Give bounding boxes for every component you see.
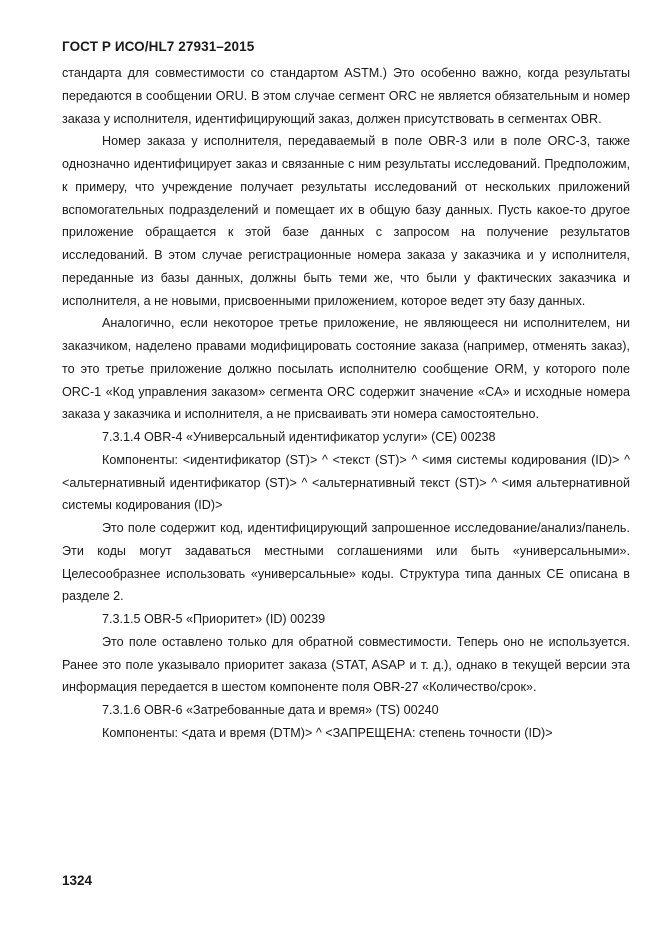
document-header: ГОСТ Р ИСО/HL7 27931–2015	[62, 39, 255, 54]
paragraph-third-application: Аналогично, если некоторое третье приложение, не являющееся ни исполнителем, ни заказчиком, наделено правами модифицировать состояние заказа (например, отменять заказ), то это третье приложение должно посылать исполнителю сообщение ORM, у которого поле ORC-1 «Код управления заказом» сегмента ORC содержит значение «CA» и исходные номера заказа у заказчика и исполнителя, а не присваивать эти номера самостоятельно.	[62, 316, 630, 422]
document-body	[62, 62, 630, 745]
section-heading-obr-4: 7.3.1.4 OBR-4 «Универсальный идентификатор услуги» (CE) 00238	[102, 430, 496, 444]
section-heading-obr-6: 7.3.1.6 OBR-6 «Затребованные дата и время» (TS) 00240	[102, 703, 439, 717]
page-number: 1324	[62, 873, 93, 888]
paragraph-continuation: стандарта для совместимости со стандартом ASTM.) Это особенно важно, когда результаты передаются в сообщении ORU. В этом случае сегмент ORC не является обязательным и номер заказа у исполнителя, идентифицирующий заказ, должен присутствовать в сегментах OBR.	[62, 66, 630, 126]
paragraph-order-number: Номер заказа у исполнителя, передаваемый в поле OBR-3 или в поле ORC-3, также однозначно идентифицирует заказ и связанные с ним результаты исследований. Предположим, к примеру, что учреждение получает результаты исследований от нескольких приложений вспомогательных подразделений и помещает их в общую базу данных. Пусть какое-то другое приложение обращается к этой базе данных с запросом на получение результатов исследований. В этом случае регистрационные номера заказа у заказчика и у исполнителя, переданные из базы данных, должны быть теми же, что были у фактических заказчика и исполнителя, а не новыми, присвоенными приложением, которое ведет эту базу данных.	[62, 134, 630, 308]
paragraph-obr-4-components: Компоненты: <идентификатор (ST)> ^ <текст (ST)> ^ <имя системы кодирования (ID)> ^ <альтернативный идентификатор (ST)> ^ <альтернативный текст (ST)> ^ <имя альтернативной системы кодирования (ID)>	[62, 452, 630, 513]
paragraph-obr-4-description: Это поле содержит код, идентифицирующий запрошенное исследование/анализ/панель. Эти коды могут задаваться местными соглашениями или быть «универсальными». Целесообразнее использовать «универсальные» коды. Структура типа данных CE описана в разделе 2.	[62, 521, 630, 604]
paragraph-obr-5-description: Это поле оставлено только для обратной совместимости. Теперь оно не используется. Ранее это поле указывало приоритет заказа (STAT, ASAP и т. д.), однако в текущей версии эта информация передается в шестом компоненте поля OBR-27 «Количество/срок».	[62, 634, 630, 695]
paragraph-obr-6-components: Компоненты: <дата и время (DTM)> ^ <ЗАПРЕЩЕНА: степень точности (ID)>	[102, 725, 553, 740]
section-heading-obr-5: 7.3.1.5 OBR-5 «Приоритет» (ID) 00239	[102, 612, 326, 626]
